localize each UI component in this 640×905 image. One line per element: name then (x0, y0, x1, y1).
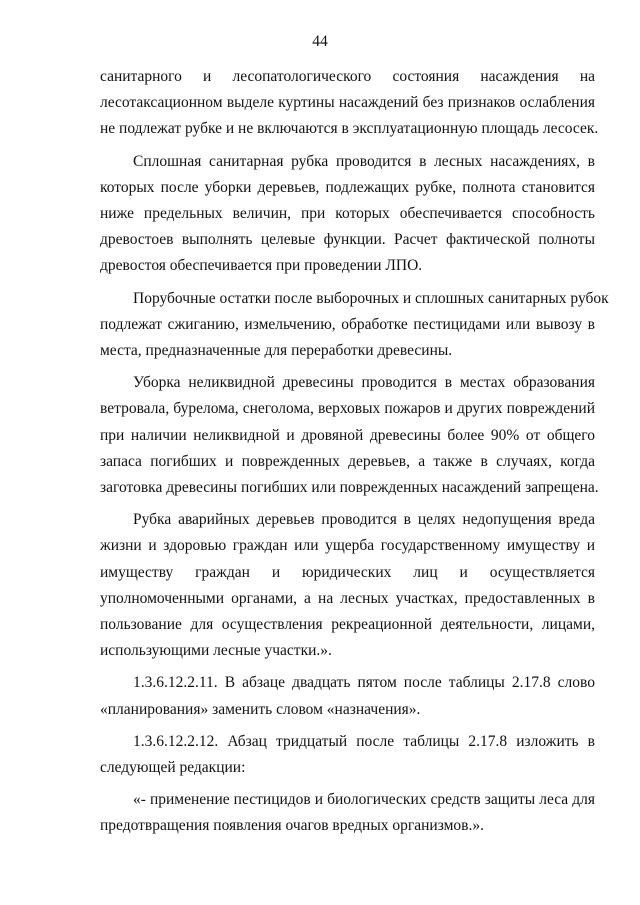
text-line: 1.3.6.12.2.12. Абзац тридцатый после таблицы 2.17.8 изложить в (133, 732, 595, 750)
text-line: места, предназначенные для переработки древесины. (100, 342, 453, 360)
paragraph (100, 64, 599, 143)
text-line: Уборка неликвидной древесины проводится в местах образования (133, 374, 595, 392)
text-line: предотвращения появления очагов вредных организмов.». (100, 817, 484, 835)
text-line: Сплошная санитарная рубка проводится в лесных насаждениях, в (133, 152, 595, 170)
paragraph (100, 729, 595, 781)
document-body (100, 64, 609, 840)
text-line: следующей редакции: (100, 759, 246, 777)
text-line: которых после уборки деревьев, подлежащих рубке, полнота становится (100, 178, 595, 196)
text-line: использующими лесные участки.». (100, 642, 332, 660)
text-line: «планирования» заменить словом «назначения». (100, 700, 421, 718)
text-line: жизни и здоровью граждан или ущерба государственному имуществу и (100, 537, 595, 555)
paragraph (100, 149, 595, 280)
paragraph (100, 670, 595, 722)
paragraph (100, 370, 599, 501)
text-line: подлежат сжиганию, измельчению, обработке пестицидами или вывозу в (100, 315, 595, 333)
text-line: не подлежат рубке и не включаются в эксплуатационную площадь лесосек. (100, 120, 599, 138)
text-line: санитарного и лесопатологического состояния насаждения на (100, 68, 595, 85)
page-number: 44 (312, 33, 328, 50)
text-line: при наличии неликвидной и дровяной древесины более 90% от общего (100, 426, 595, 444)
text-line: запаса погибших и поврежденных деревьев, а также в случаях, когда (100, 452, 595, 470)
text-line: «- применение пестицидов и биологических средств защиты леса для (133, 791, 595, 809)
paragraph (100, 507, 595, 664)
text-line: древостоев выполнять целевые функции. Расчет фактической полноты (100, 231, 595, 249)
text-line: заготовка древесины погибших или поврежденных насаждений запрещена. (100, 479, 599, 497)
paragraph (100, 787, 595, 839)
text-line: лесотаксационном выделе куртины насаждений без признаков ослабления (100, 94, 595, 112)
text-line: Рубка аварийных деревьев проводится в целях недопущения вреда (133, 511, 595, 529)
paragraph (100, 286, 609, 365)
text-line: пользование для осуществления рекреационной деятельности, лицами, (100, 616, 595, 634)
text-line: ветровала, бурелома, снеголома, верховых пожаров и других повреждений (100, 400, 595, 418)
text-line: уполномоченными органами, а на лесных участках, предоставленных в (100, 589, 595, 607)
text-line: 1.3.6.12.2.11. В абзаце двадцать пятом после таблицы 2.17.8 слово (133, 674, 595, 692)
text-line: имуществу граждан и юридических лиц и осуществляется (100, 563, 595, 581)
text-line: Порубочные остатки после выборочных и сплошных санитарных рубок (133, 289, 609, 307)
text-line: ниже предельных величин, при которых обеспечивается способность (100, 205, 595, 223)
text-line: древостоя обеспечивается при проведении ЛПО. (100, 257, 423, 275)
